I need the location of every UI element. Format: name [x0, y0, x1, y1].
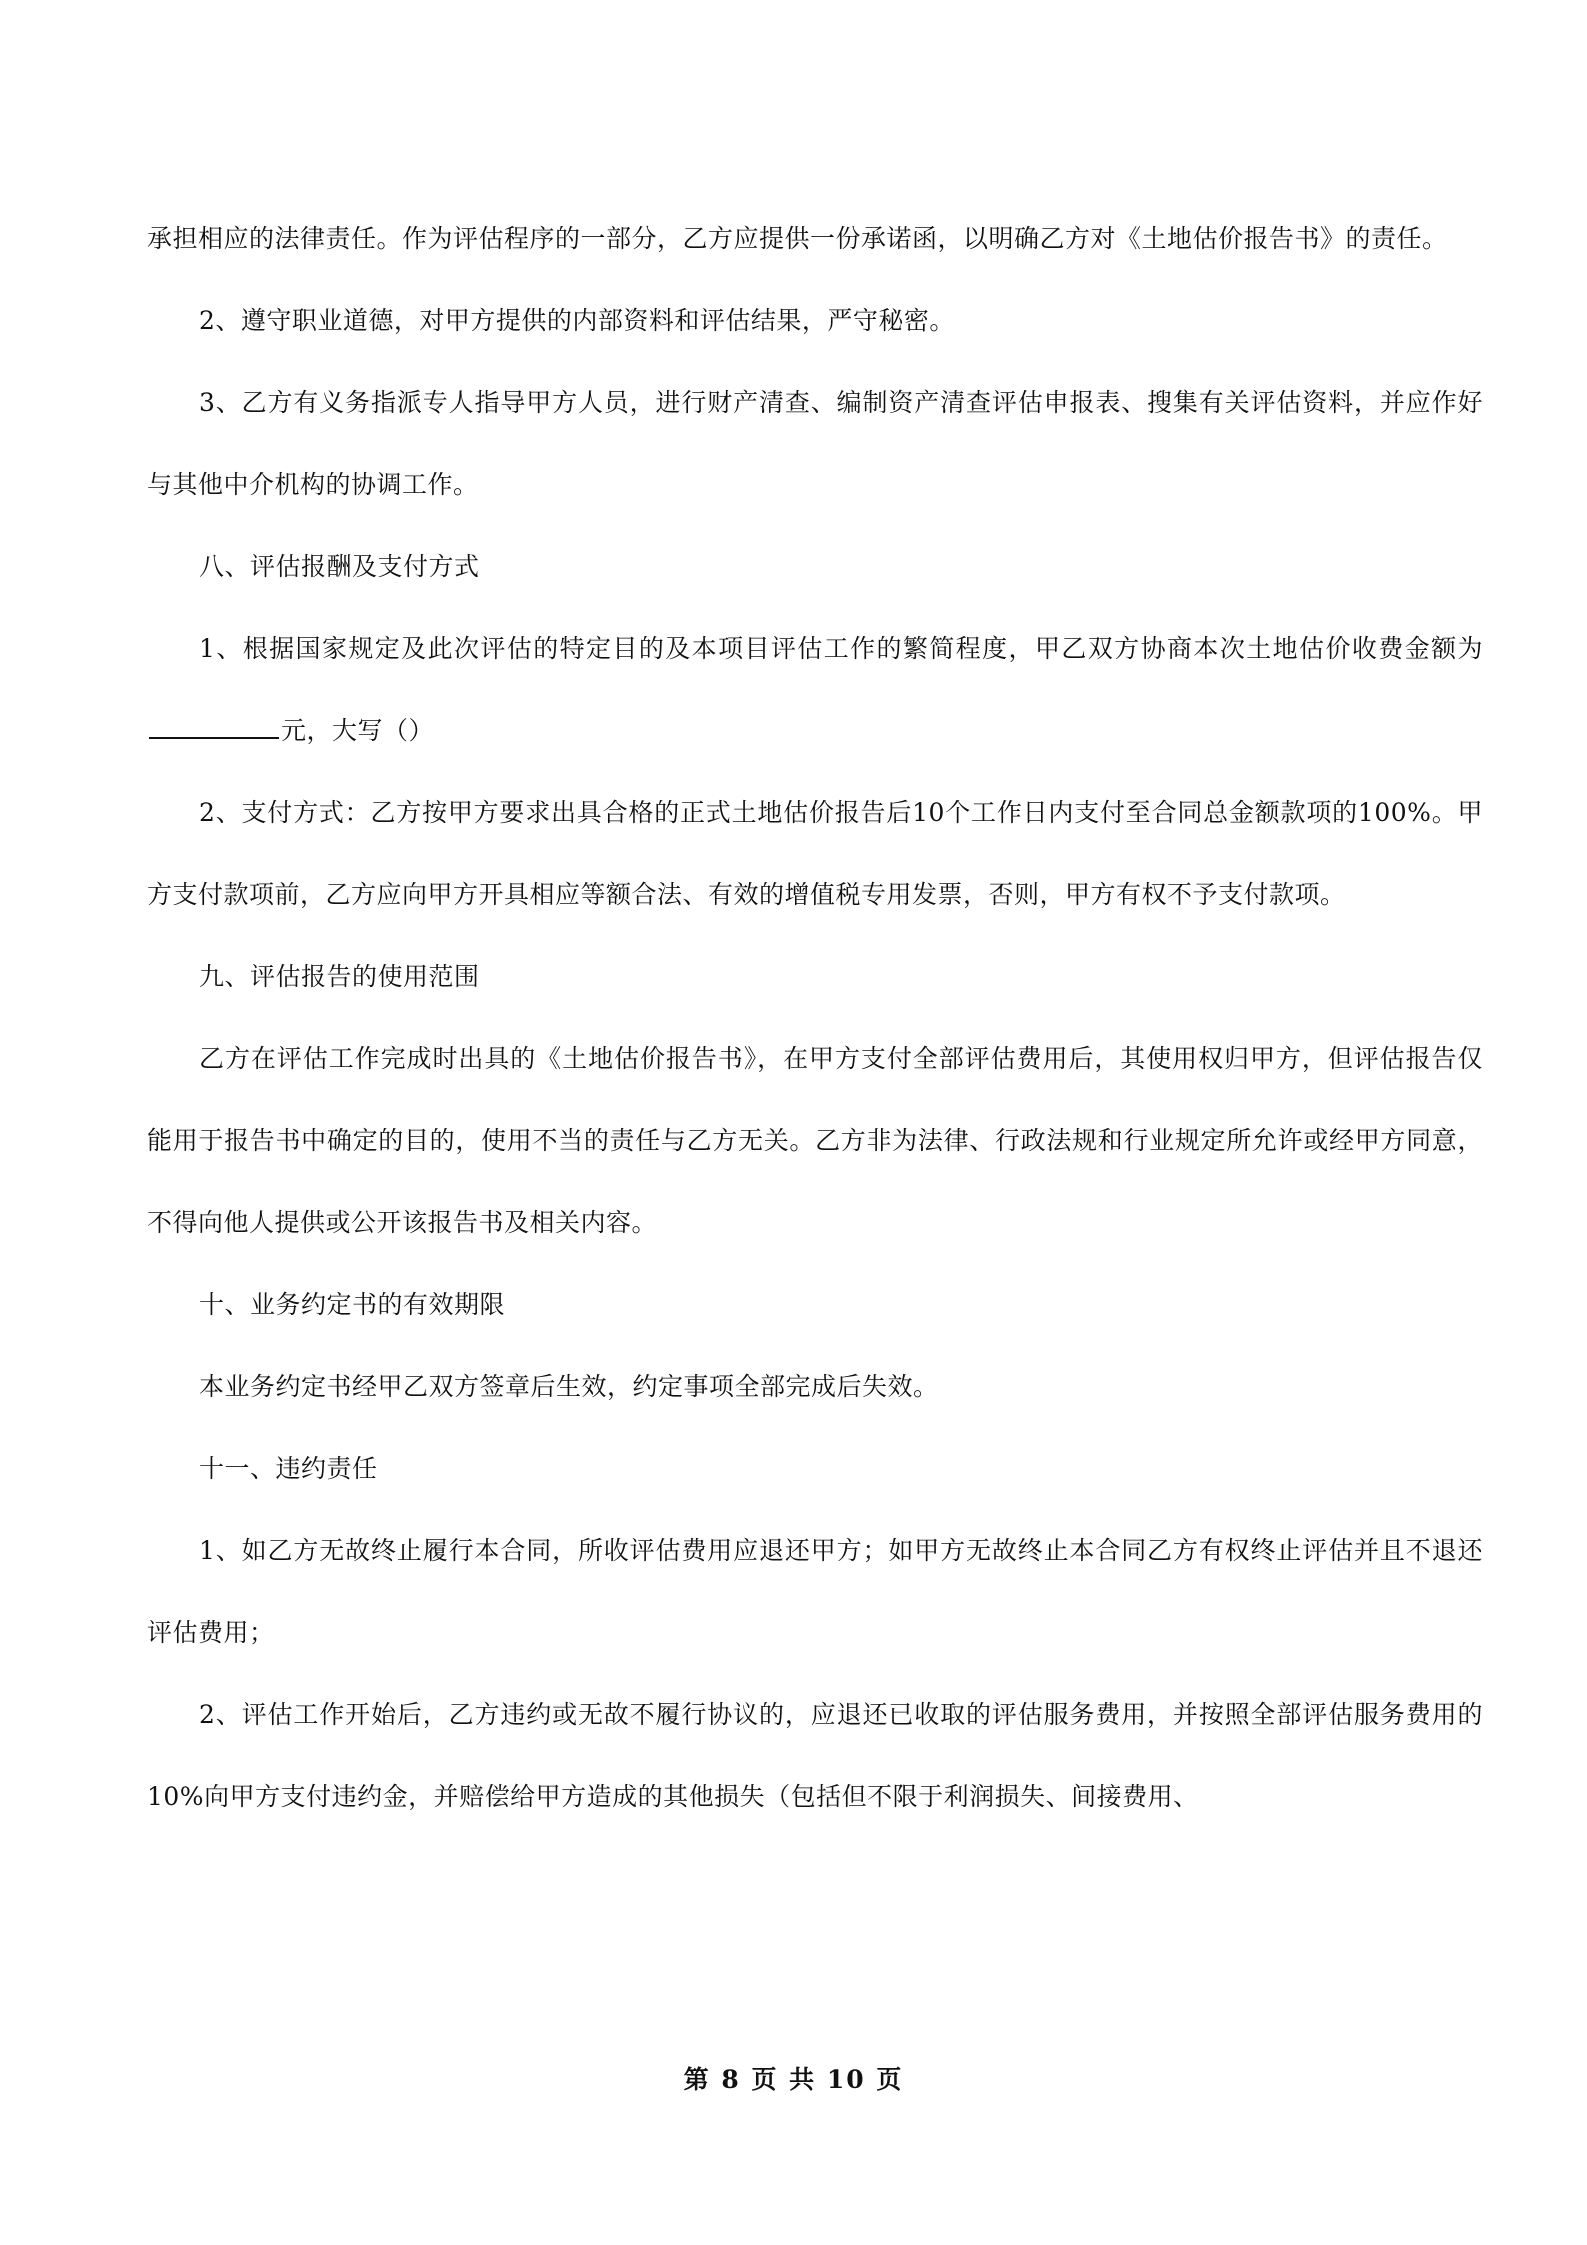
paragraph-fee-amount: [147, 608, 1483, 772]
fee-amount-suffix: 元，大写（）: [281, 716, 435, 745]
section-heading-10: 十、业务约定书的有效期限: [199, 1290, 506, 1319]
paragraph-payment-method: 2、支付方式：乙方按甲方要求出具合格的正式土地估价报告后10个工作日内支付至合同总金额款项的100%。甲方支付款项前，乙方应向甲方开具相应等额合法、有效的增值税专用发票，否则，甲方有权不予支付款项。: [147, 798, 1483, 909]
paragraph-report-usage: 乙方在评估工作完成时出具的《土地估价报告书》，在甲方支付全部评估费用后，其使用权归甲方，但评估报告仅能用于报告书中确定的目的，使用不当的责任与乙方无关。乙方非为法律、行政法规和行业规定所允许或经甲方同意，不得向他人提供或公开该报告书及相关内容。: [147, 1044, 1483, 1237]
paragraph-confidentiality: 2、遵守职业道德，对甲方提供的内部资料和评估结果，严守秘密。: [199, 306, 955, 335]
page-number-footer: 第 8 页 共 10 页: [683, 2065, 904, 2094]
fee-amount-blank: [149, 713, 279, 739]
section-heading-8: 八、评估报酬及支付方式: [199, 552, 480, 581]
paragraph-guidance: 3、乙方有义务指派专人指导甲方人员，进行财产清查、编制资产清查评估申报表、搜集有关评估资料，并应作好与其他中介机构的协调工作。: [147, 388, 1483, 499]
paragraph-breach-penalty: 2、评估工作开始后，乙方违约或无故不履行协议的，应退还已收取的评估服务费用，并按照全部评估服务费用的10%向甲方支付违约金，并赔偿给甲方造成的其他损失（包括但不限于利润损失、间接费用、: [147, 1700, 1483, 1811]
paragraph-termination: 1、如乙方无故终止履行本合同，所收评估费用应退还甲方；如甲方无故终止本合同乙方有权终止评估并且不退还评估费用；: [147, 1536, 1483, 1647]
paragraph-continuation: 承担相应的法律责任。作为评估程序的一部分，乙方应提供一份承诺函，以明确乙方对《土地估价报告书》的责任。: [147, 224, 1448, 253]
section-heading-9: 九、评估报告的使用范围: [199, 962, 480, 991]
fee-amount-text: 1、根据国家规定及此次评估的特定目的及本项目评估工作的繁简程度，甲乙双方协商本次土地估价收费金额为: [199, 634, 1483, 663]
section-heading-11: 十一、违约责任: [199, 1454, 378, 1483]
paragraph-validity: 本业务约定书经甲乙双方签章后生效，约定事项全部完成后失效。: [199, 1372, 939, 1401]
document-body: [147, 198, 1483, 1838]
